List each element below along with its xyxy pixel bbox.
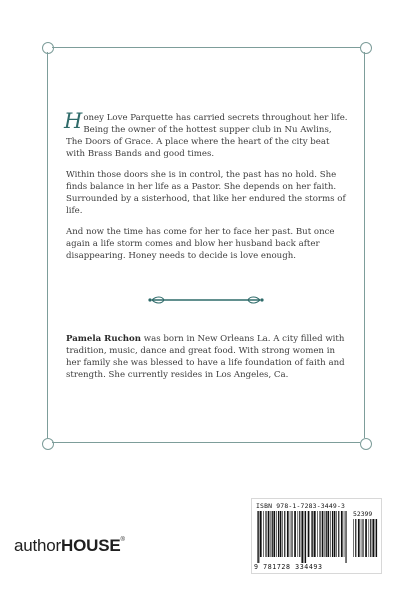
barcode-bar xyxy=(322,511,324,557)
frame-corner-ornament xyxy=(360,42,370,52)
barcode-bar xyxy=(314,511,316,557)
isbn-label: ISBN 978-1-7283-3449-3 xyxy=(256,502,346,510)
barcode-bar xyxy=(330,511,331,557)
barcode-bar xyxy=(372,519,374,557)
barcode-bar xyxy=(305,511,306,563)
barcode-bar xyxy=(312,511,313,557)
barcode-addon-number: 52399 xyxy=(353,510,373,518)
barcode-bar xyxy=(308,511,310,557)
barcode-bar xyxy=(282,511,283,557)
barcode-bar xyxy=(284,511,285,557)
barcode-bar xyxy=(370,519,371,557)
blurb-paragraph: Within those doors she is in control, the past has no hold. She finds balance in her life as a Pastor. She depends on her faith. Surrounded by a sisterhood, that like her endured the storms of life. xyxy=(66,170,346,216)
barcode-bar xyxy=(369,519,370,557)
blurb-paragraph: And now the time has come for her to face her past. But once again a life storm comes and blow her husband back after disappearing. Honey needs to decide is love enough. xyxy=(66,227,335,261)
barcode-bar xyxy=(271,511,272,557)
barcode-bar xyxy=(260,511,262,557)
frame-corner-ornament xyxy=(42,42,52,52)
drop-cap: H xyxy=(64,109,83,133)
barcode-bar xyxy=(276,511,277,557)
barcode-bar xyxy=(336,511,337,557)
barcode-bar xyxy=(353,519,354,557)
barcode-bar xyxy=(268,511,270,557)
barcode-bar xyxy=(358,519,360,557)
barcode-bar xyxy=(265,511,266,557)
barcode-bar xyxy=(338,511,339,557)
publisher-logo xyxy=(14,536,125,556)
logo-author: author xyxy=(14,536,62,555)
isbn-barcode xyxy=(251,498,382,574)
barcode-bar xyxy=(344,511,345,557)
barcode-bar xyxy=(334,511,336,557)
registered-mark: ® xyxy=(120,537,125,543)
barcode-bar xyxy=(365,519,367,557)
barcode-bar xyxy=(375,519,376,557)
barcode-bar xyxy=(376,519,377,557)
author-bio-text: was born in New Orleans La. A city filled with tradition, music, dance and great food. With strong women in her family she was blessed to have a life foundation of faith and strength. She currently resides in Los Angeles, Ca. xyxy=(66,334,345,380)
barcode-bar xyxy=(362,519,363,557)
barcode-bar xyxy=(294,511,296,557)
barcode-bar xyxy=(299,511,300,557)
blurb-paragraph xyxy=(64,109,350,160)
frame-corner-ornament xyxy=(42,438,52,448)
blurb-text: oney Love Parquette has carried secrets throughout her life. Being the owner of the hottest supper club in Nu Awlins, The Doors of Grace. A place where the heart of the city beat with Brass Bands and good times. xyxy=(66,113,348,159)
barcode-bar xyxy=(272,511,273,557)
barcode-bar xyxy=(304,511,305,563)
barcode-bar xyxy=(345,511,346,563)
barcode-bar xyxy=(290,511,291,557)
logo-house: HOUSE xyxy=(61,536,121,555)
barcode-bar xyxy=(278,511,279,557)
divider-ornament-icon xyxy=(148,294,264,306)
barcode-bar xyxy=(332,511,333,557)
barcode-bar xyxy=(341,511,343,557)
barcode-bar xyxy=(355,519,356,557)
barcode-bar xyxy=(298,511,299,557)
ean-barcode-bars xyxy=(257,511,349,563)
book-blurb xyxy=(64,109,350,271)
barcode-bar xyxy=(287,511,289,557)
barcode-bar xyxy=(258,511,259,563)
barcode-bar xyxy=(273,511,275,557)
barcode-bar xyxy=(257,511,258,563)
author-bio xyxy=(66,333,350,381)
ean-digits: 9 781728 334493 xyxy=(254,563,323,571)
frame-corner-ornament xyxy=(360,438,370,448)
barcode-bar xyxy=(319,511,320,557)
barcode-bar xyxy=(361,519,362,557)
barcode-bar xyxy=(263,511,264,557)
barcode-bar xyxy=(325,511,326,557)
barcode-bar xyxy=(327,511,329,557)
barcode-bar xyxy=(317,511,318,557)
barcode-bar xyxy=(326,511,327,557)
barcode-bar xyxy=(291,511,292,557)
addon-barcode-bars xyxy=(353,519,379,563)
barcode-bar xyxy=(311,511,312,557)
barcode-bar xyxy=(301,511,303,563)
author-name: Pamela Ruchon xyxy=(66,334,142,344)
barcode-bar xyxy=(280,511,282,557)
